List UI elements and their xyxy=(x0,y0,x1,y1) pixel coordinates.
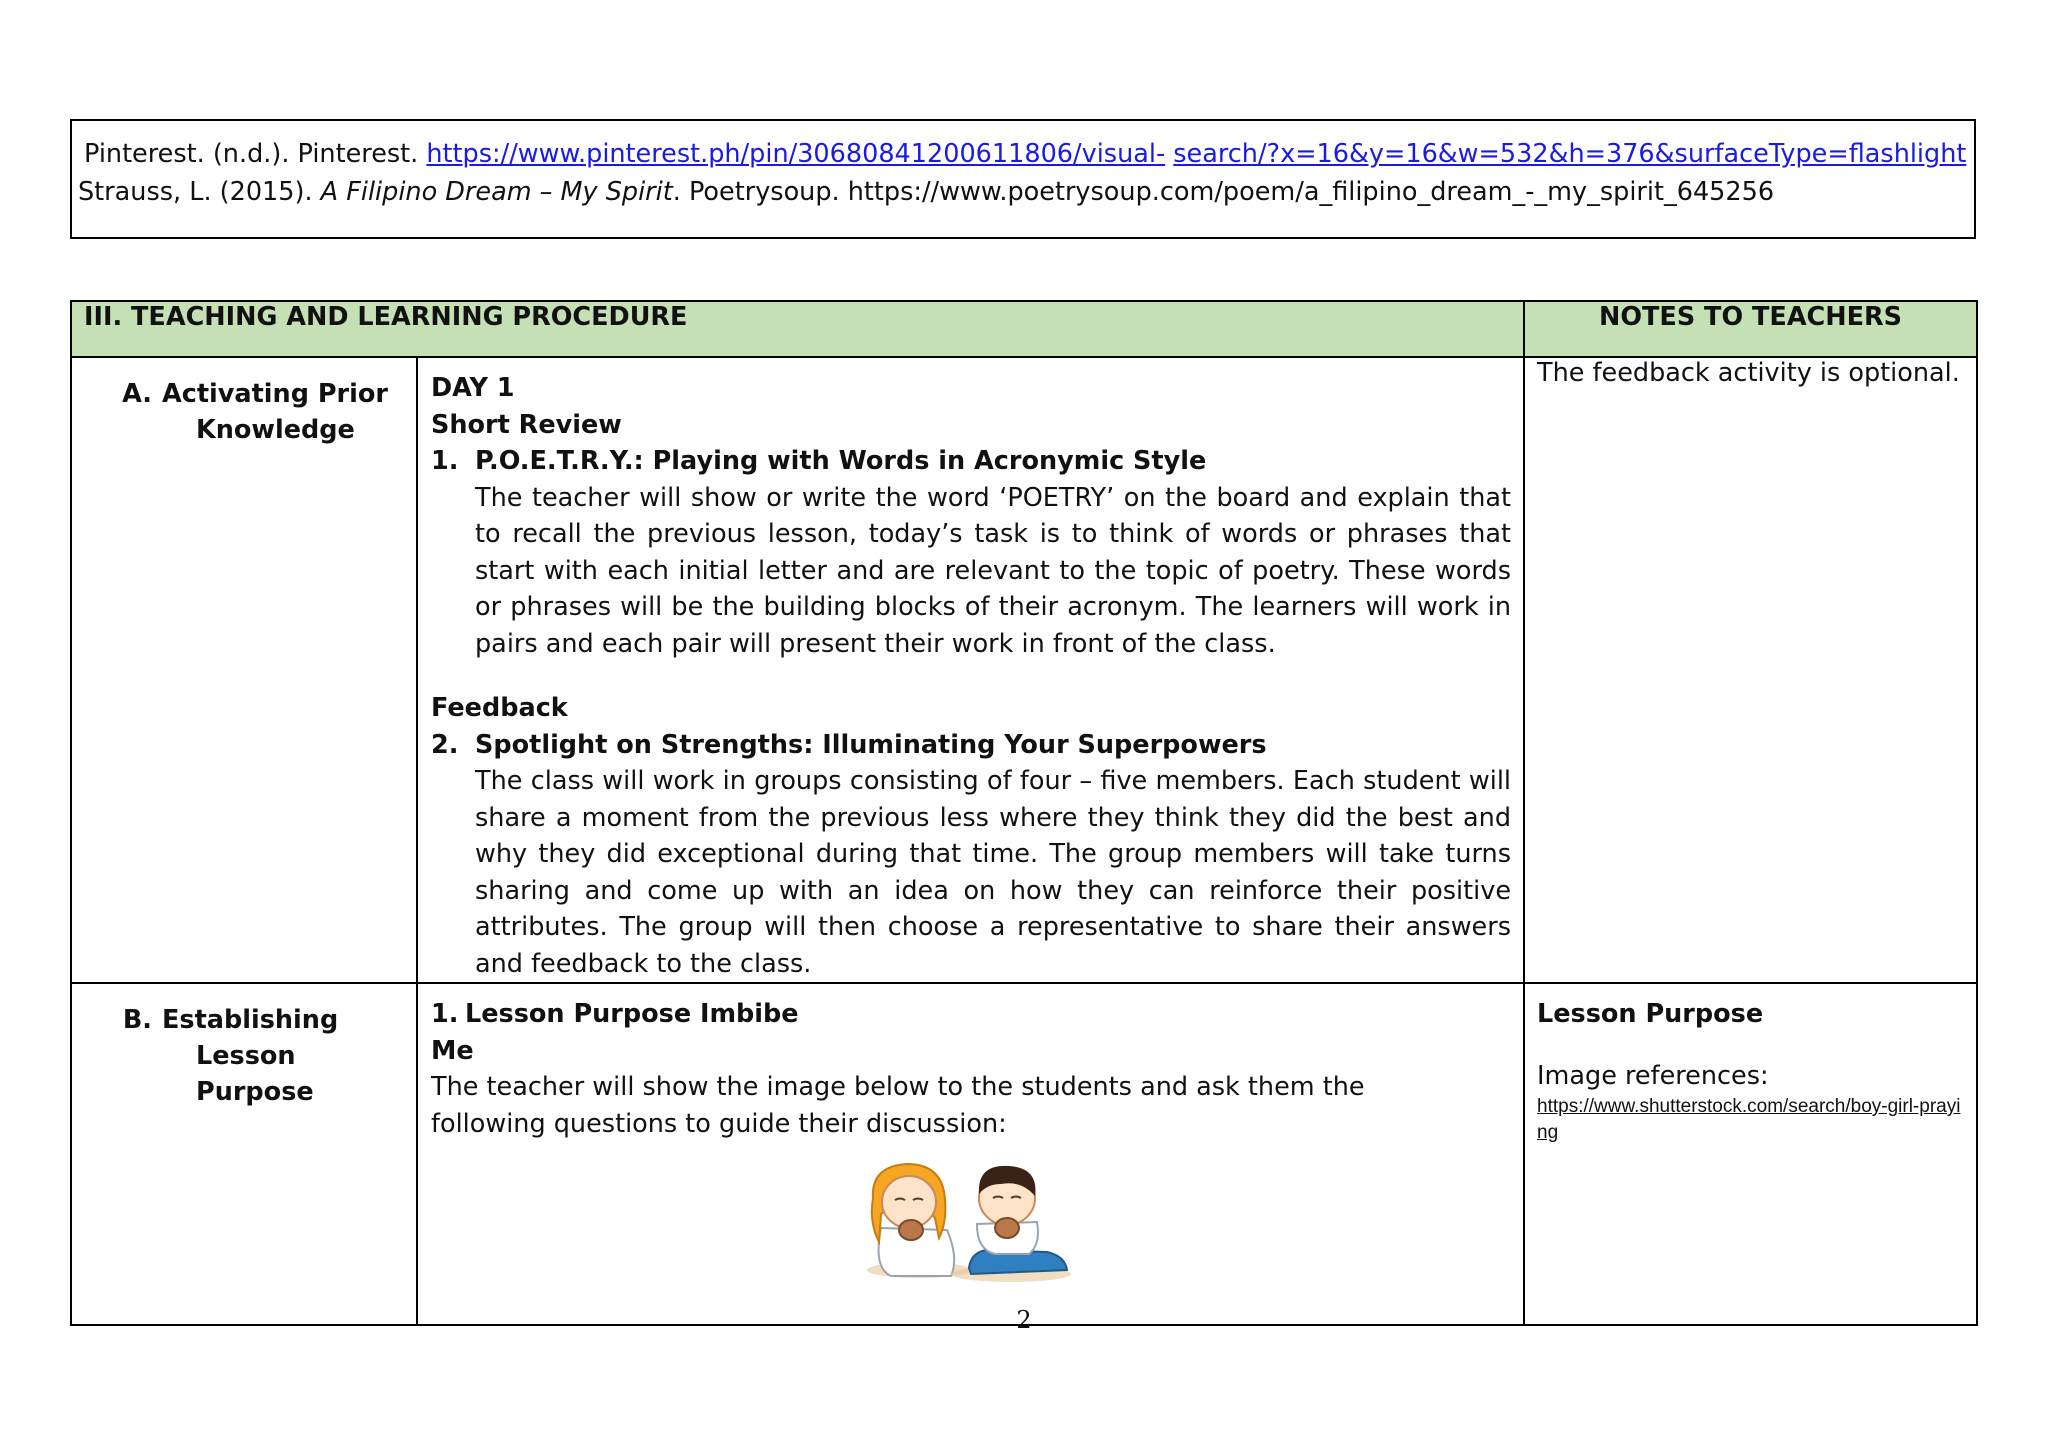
table-row xyxy=(71,357,1977,983)
item-title xyxy=(431,996,1511,1033)
page-number: 2 xyxy=(1016,1306,1032,1334)
short-review-heading: Short Review xyxy=(431,409,622,440)
procedure-table xyxy=(70,300,1978,1326)
praying-kids-image xyxy=(851,1158,1091,1288)
row-letter: A. xyxy=(122,379,152,409)
header-procedure: III. TEACHING AND LEARNING PROCEDURE xyxy=(71,301,1524,357)
row-letter: B. xyxy=(122,1005,152,1035)
spacer xyxy=(431,662,1511,690)
item-title-text: P.O.E.T.R.Y.: Playing with Words in Acronymic Style xyxy=(475,446,1207,476)
row-label-cell xyxy=(71,983,417,1325)
reference-poem-title: A Filipino Dream – My Spirit xyxy=(320,177,673,207)
item-paragraph: The teacher will show or write the word ‘POETRY’ on the board and explain that to recall the previous lesson, today’s task is to think of words or phrases that start with each initial letter and are relevant to the topic of poetry. These words or phrases will be the building blocks of their acronym. The learners will work in pairs and each pair will present their work in front of the class. xyxy=(475,482,1512,659)
item-number: 1. xyxy=(431,446,459,476)
item-number: 2. xyxy=(431,729,459,760)
reference-author: Strauss, L. (2015). xyxy=(78,177,321,207)
row-label xyxy=(72,1002,402,1110)
row-label xyxy=(72,376,402,448)
row-label-text xyxy=(162,376,402,448)
row-label-cell xyxy=(71,357,417,983)
spacer xyxy=(1537,1032,1964,1058)
item-number: 1. xyxy=(431,999,459,1029)
shutterstock-link[interactable]: https://www.shutterstock.com/search/boy-girl-praying xyxy=(1537,1096,1961,1143)
row-label-line2: Knowledge xyxy=(196,415,355,445)
references-box xyxy=(70,119,1976,239)
item-paragraph: The teacher will show the image below to the students and ask them the following questions to guide their discussion: xyxy=(431,1072,1365,1139)
praying-kids-illustration xyxy=(851,1158,1091,1288)
notes-cell xyxy=(1524,357,1977,983)
reference-source: . Poetrysoup. https://www.poetrysoup.com/poem/a_filipino_dream_-_my_spirit_645256 xyxy=(672,177,1775,207)
reference-pinterest xyxy=(84,135,1967,173)
notes-cell xyxy=(1524,983,1977,1325)
note-wrap xyxy=(1537,358,1964,388)
row-content-cell xyxy=(417,983,1524,1325)
pinterest-link-part2[interactable]: search/?x=16&y=16&w=532&h=376&surfaceType=flashlight xyxy=(1173,139,1967,169)
table-row xyxy=(71,983,1977,1325)
item-title xyxy=(431,443,1511,480)
row-label-line2: Lesson Purpose xyxy=(196,1041,314,1107)
note-wrap xyxy=(1537,984,1964,1146)
row-label-line1: Establishing xyxy=(162,1005,339,1035)
item-title-continued: Me xyxy=(431,1035,474,1066)
image-references-label: Image references: xyxy=(1537,1061,1769,1091)
item-title-text: Lesson Purpose Imbibe xyxy=(465,999,799,1029)
reference-prefix: Pinterest. (n.d.). Pinterest. xyxy=(84,139,427,169)
pinterest-link-part1[interactable]: https://www.pinterest.ph/pin/30680841200611806/visual- xyxy=(426,139,1166,169)
row-label-line1: Activating Prior xyxy=(162,379,388,409)
reference-strauss xyxy=(78,173,1962,211)
item-paragraph: The class will work in groups consisting of four – five members. Each student will share a moment from the previous less where they think they did the best and why they did exceptional during that time. The group members will take turns sharing and come up with an idea on how they can reinforce their positive attributes. The group will then choose a representative to share their answers and feedback to the class. xyxy=(475,766,1512,979)
row-content-cell xyxy=(417,357,1524,983)
header-notes: NOTES TO TEACHERS xyxy=(1524,301,1977,357)
note-text: The feedback activity is optional. xyxy=(1537,358,1960,388)
day-heading: DAY 1 xyxy=(431,373,515,403)
table-header-row xyxy=(71,301,1977,357)
item-title-text: Spotlight on Strengths: Illuminating Your Superpowers xyxy=(475,729,1267,760)
note-title: Lesson Purpose xyxy=(1537,999,1764,1029)
row-label-text xyxy=(162,1002,402,1110)
item-title xyxy=(431,727,1511,764)
feedback-heading: Feedback xyxy=(431,693,568,723)
